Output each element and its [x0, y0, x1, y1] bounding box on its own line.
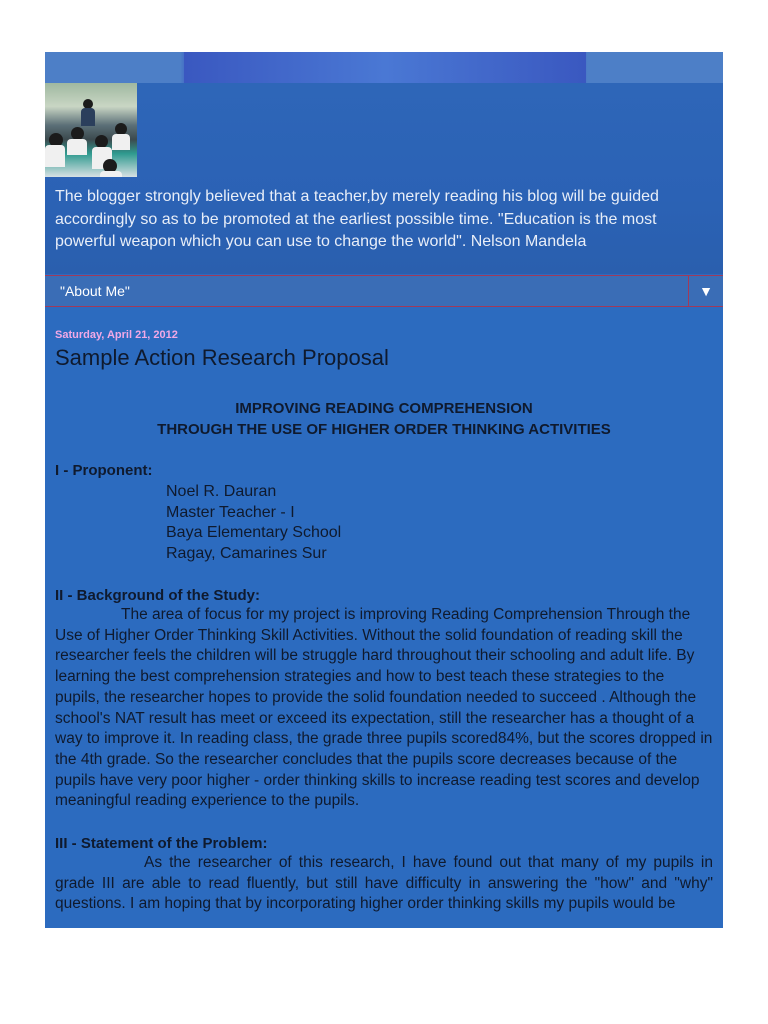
blog-header: [45, 83, 723, 274]
background-paragraph: The area of focus for my project is improving Reading Comprehension Through the Use of Higher Order Thinking Skill Activities. Without the solid foundation of reading skill the researcher feels the children will be struggle hard throughout their schooling and adult life. By learning the best comprehension strategies and how to best teach these strategies to the pupils, the researcher hopes to provide the solid foundation needed to succeed . Although the school's NAT result has meet or exceed its expectation, still the researcher has a thought of a way to improve it. In reading class, the grade three pupils scored84%, but the scores dropped in the 4th grade. So the researcher concludes that the pupils score decreases because of the pupils have very poor higher - order thinking skills to increase reading test scores and develop meaningful reading experience to the pupils.: [55, 606, 713, 810]
dropdown-arrow-icon[interactable]: ▼: [688, 276, 723, 306]
top-banner-center: [184, 52, 586, 83]
section-title-proponent: I - Proponent:: [55, 462, 153, 479]
proponent-line: Master Teacher - I: [166, 504, 295, 521]
header-photo[interactable]: [45, 83, 137, 177]
blog-description: The blogger strongly believed that a teacher,by merely reading his blog will be guided accordingly so as to be promoted at the earliest possible time. "Education is the most powerful weapon which you can use to change the world". Nelson Mandela: [55, 188, 659, 250]
pages-dropdown[interactable]: [45, 275, 723, 307]
proponent-line: Noel R. Dauran: [166, 483, 277, 500]
section-title-background: II - Background of the Study:: [55, 587, 260, 604]
post-heading-line-1: IMPROVING READING COMPREHENSION: [235, 400, 533, 417]
post-date: Saturday, April 21, 2012: [55, 329, 178, 341]
nav-label-about-me[interactable]: "About Me": [60, 283, 130, 299]
proponent-line: Baya Elementary School: [166, 524, 342, 541]
section-title-problem: III - Statement of the Problem:: [55, 835, 268, 852]
blog-page: [45, 52, 723, 928]
post-heading-line-2: THROUGH THE USE OF HIGHER ORDER THINKING ACTIVITIES: [157, 421, 611, 438]
proponent-line: Ragay, Camarines Sur: [166, 545, 327, 562]
problem-paragraph: As the researcher of this research, I have found out that many of my pupils in grade III are able to read fluently, but still have difficulty in answering the "how" and "why" questions. I am hoping that by incorporating higher order thinking skills my pupils would be: [55, 854, 713, 913]
top-banner-strip: [45, 52, 723, 83]
post-title[interactable]: Sample Action Research Proposal: [55, 345, 389, 370]
